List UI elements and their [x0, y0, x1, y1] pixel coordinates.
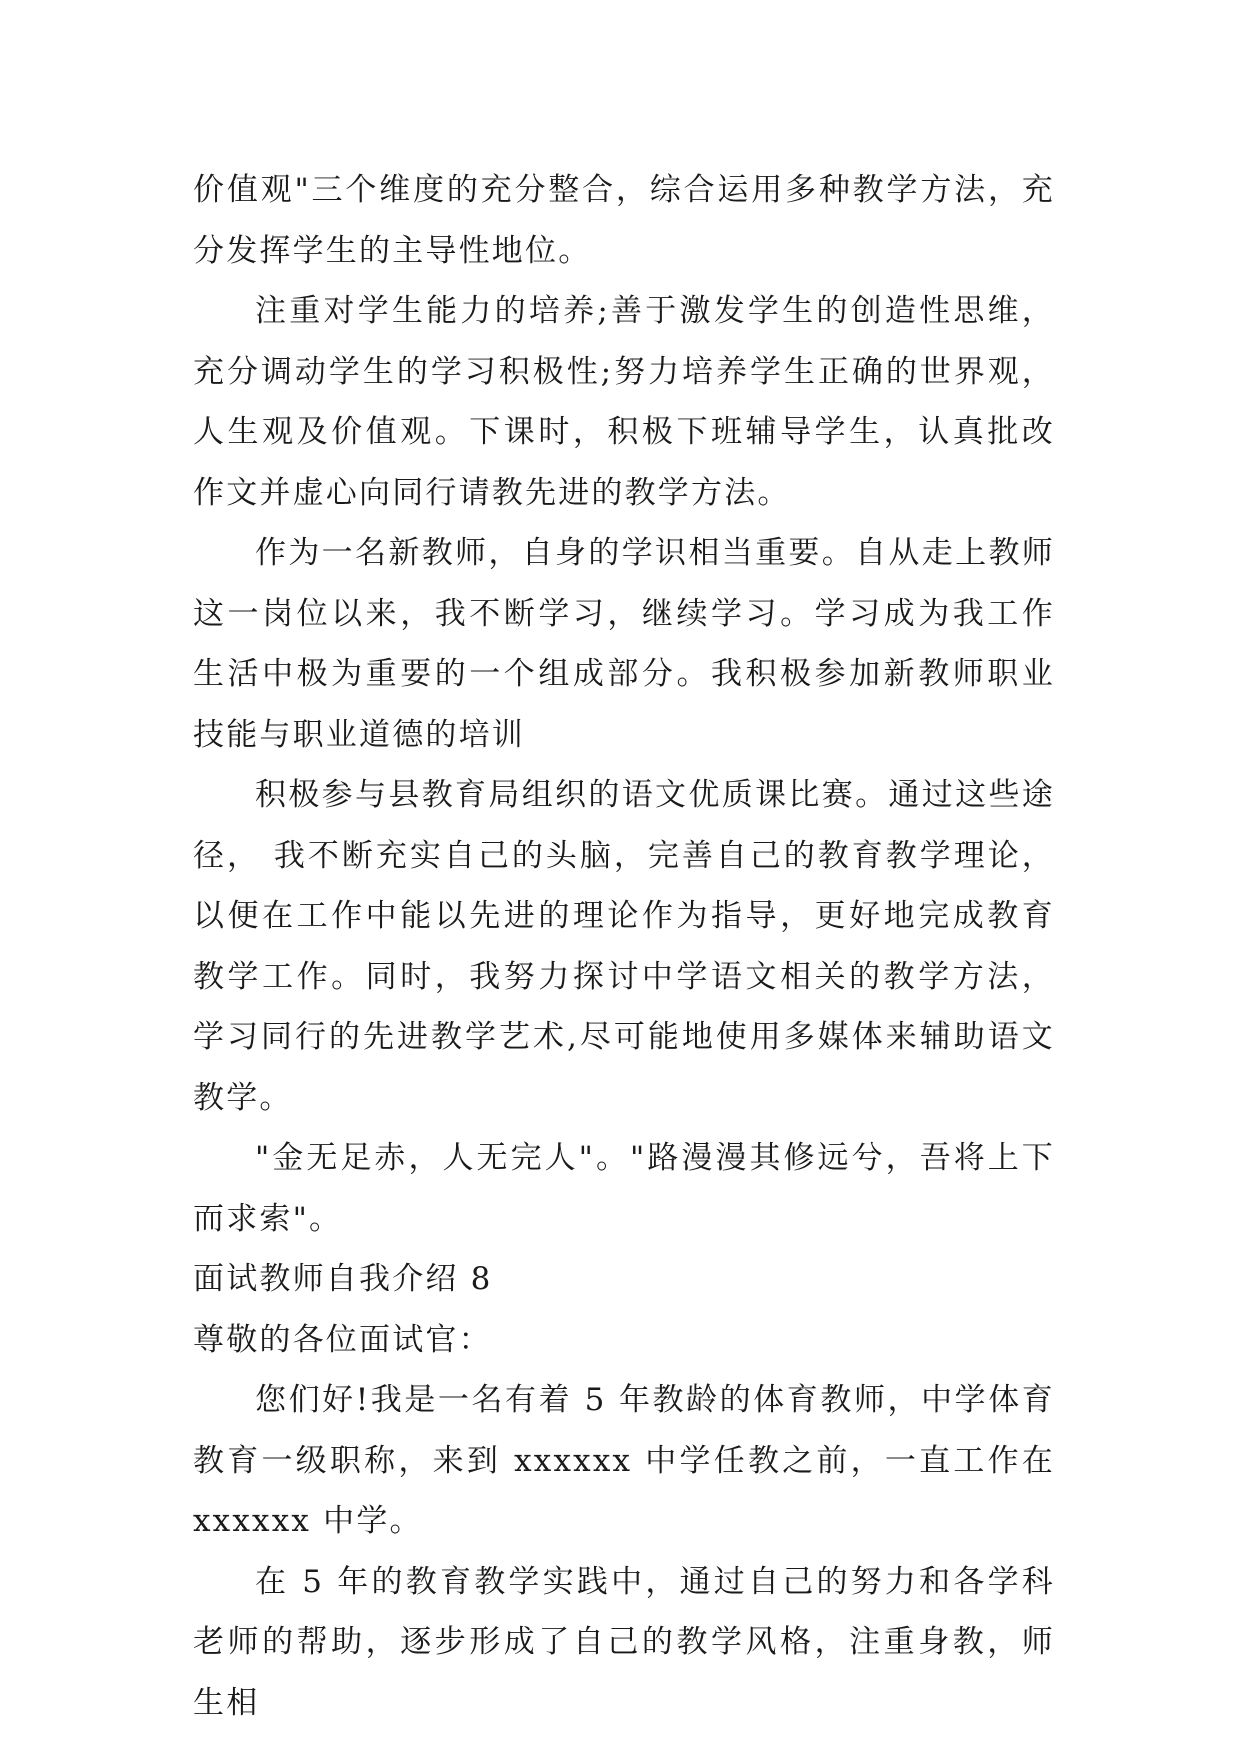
paragraph-2: 注重对学生能力的培养;善于激发学生的创造性思维，充分调动学生的学习积极性;努力培养学生正确的世界观，人生观及价值观。下课时，积极下班辅导学生，认真批改作文并虚心向同行请教先进的教学方法。 — [193, 293, 1055, 511]
section-title: 面试教师自我介绍 8 — [193, 1261, 493, 1297]
paragraph-5: "金无足赤，人无完人"。"路漫漫其修远兮，吾将上下而求索"。 — [193, 1140, 1055, 1237]
paragraph-1: 价值观"三个维度的充分整合，综合运用多种教学方法，充分发挥学生的主导性地位。 — [193, 172, 1055, 269]
document-body — [193, 160, 1055, 1733]
salutation: 尊敬的各位面试官： — [193, 1321, 492, 1358]
paragraph-6: 您们好!我是一名有着 5 年教龄的体育教师，中学体育教育一级职称，来到 xxxxxx 中学任教之前，一直工作在 xxxxxx 中学。 — [193, 1382, 1055, 1539]
paragraph-4: 积极参与县教育局组织的语文优质课比赛。通过这些途径， 我不断充实自己的头脑，完善自己的教育教学理论，以便在工作中能以先进的理论作为指导，更好地完成教育教学工作。同时，我努力探讨中学语文相关的教学方法，学习同行的先进教学艺术,尽可能地使用多媒体来辅助语文教学。 — [193, 777, 1055, 1116]
paragraph-7: 在 5 年的教育教学实践中，通过自己的努力和各学科老师的帮助，逐步形成了自己的教学风格，注重身教，师生相 — [193, 1563, 1055, 1721]
paragraph-3: 作为一名新教师，自身的学识相当重要。自从走上教师这一岗位以来，我不断学习，继续学习。学习成为我工作生活中极为重要的一个组成部分。我积极参加新教师职业技能与职业道德的培训 — [193, 535, 1055, 753]
